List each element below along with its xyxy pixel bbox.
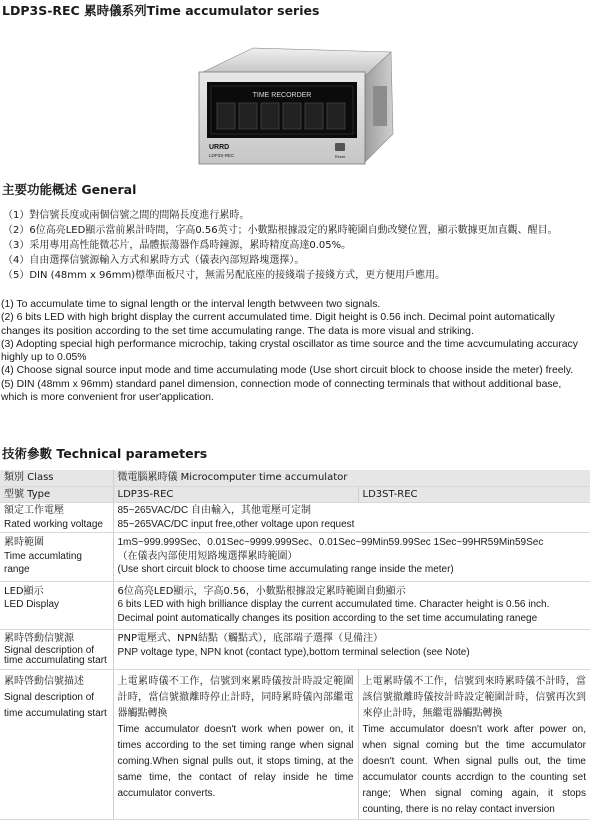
- led-zh: 6位高亮LED顯示，字高0.56，小數點根據設定累時範圍自動顯示: [117, 585, 406, 597]
- panel-label: TIME RECORDER: [252, 92, 312, 99]
- technical-heading: 技術參數 Technical parameters: [2, 446, 208, 461]
- range-note-en: (Use short circuit block to choose time accumulating range inside the meter): [117, 564, 454, 575]
- input-zh: PNP電壓式、NPN結點（觸點式），底部端子選擇（見備注）: [117, 633, 384, 644]
- range-value: 1mS~999.999Sec、0.01Sec~9999.999Sec、0.01Sec~99Min59.99Sec 1Sec~99HR59Min59Sec: [117, 537, 544, 548]
- start-a-zh: 上電累時儀不工作，信號到來累時儀按計時設定範圍計時，當信號撤離時停止計時，同時累時儀內部繼電器觸點轉換: [117, 675, 354, 719]
- start-b-en: Time accumulator doesn't work after power on, when signal coming but the time accumulator doesn't count. When signal pulls out, the time accumulator counts accrdign to the counting set range; When signal coming again, it stops counting, there is no relay contact inversion: [362, 723, 586, 815]
- voltage-zh: 85~265VAC/DC 自由輸入，其他電壓可定制: [117, 505, 311, 516]
- table-row: [0, 486, 590, 503]
- voltage-label-en: Rated working voltage: [4, 518, 103, 530]
- general-zh-list: [3, 208, 558, 283]
- list-item: （2）6位高亮LED顯示當前累計時間，字高0.56英寸；小數點根據設定的累時範圍自動改變位置，顯示數據更加直觀、醒目。: [3, 225, 558, 236]
- input-label-zh: 累時啓動信號源: [4, 633, 74, 644]
- list-item: （1）對信號長度或兩個信號之間的間隔長度進行累時。: [3, 210, 250, 221]
- reset-label: Reset: [334, 154, 346, 159]
- list-item: （4）自由選擇信號源輸入方式和累時方式（儀表內部短路塊選擇）。: [3, 255, 305, 266]
- list-item: (5) DIN (48mm x 96mm) standard panel dimension, connection mode of connecting terminals that without additional base, which is more convenient fror user'application.: [1, 378, 562, 404]
- type-label: 型號 Type: [0, 486, 113, 503]
- start-label-en: Signal description of time accumulating start: [4, 691, 107, 719]
- input-en: PNP voltage type, NPN knot (contact type),bottom terminal selection (see Note): [117, 646, 470, 658]
- led-label-zh: LED顯示: [4, 585, 44, 597]
- general-heading: 主要功能概述 General: [2, 182, 137, 197]
- model-label: LDP3S-REC: [209, 153, 235, 158]
- brand-logo: URRD: [209, 144, 230, 151]
- led-en: 6 bits LED with high brilliance display the current accumulated time. Character height is 0.56 inch. Decimal point automatically changes its position according to the set time accumulating ranege: [117, 599, 550, 624]
- range-label-en: Time accumlating range: [4, 550, 82, 575]
- table-row: [0, 581, 590, 630]
- list-item: (1) To accumulate time to signal length or the interval length betwveen two signals.: [1, 299, 381, 310]
- type-a: LDP3S-REC: [113, 486, 358, 503]
- start-a-en: Time accumulator doesn't work when power on, it times according to the set timing range when signal coming.When signal pulls out, it stops timing, at the same time, the contact of relay inside he time accumulator converts.: [117, 723, 354, 799]
- list-item: (2) 6 bits LED with high bright display the current accumulated time. Digit height is 0.56 inch. Decimal point automatically changes its position according to the set time accumulating range. The data is more visual and striking.: [1, 312, 555, 337]
- table-row: [0, 533, 590, 582]
- start-b-zh: 上電累時儀不工作，信號到來時累時儀不計時，當該信號撤離時儀按計時設定範圍計時，信號再次到來停止計時，無繼電器觸點轉換: [362, 675, 586, 719]
- table-row: [0, 669, 590, 819]
- class-value: 微電腦累時儀 Microcomputer time accumulator: [113, 470, 590, 486]
- class-label: 類別 Class: [0, 470, 113, 486]
- general-en-list: [1, 298, 588, 404]
- input-label-en: Signal description of time accumulating start: [4, 644, 107, 666]
- table-row: [0, 630, 590, 670]
- start-label-zh: 累時啓動信號描述: [4, 675, 84, 687]
- voltage-label-zh: 額定工作電壓: [4, 505, 64, 516]
- reset-button: [335, 143, 345, 151]
- list-item: (4) Choose signal source input mode and time accumulating mode (Use short circuit block to choose inside the meter) freely.: [1, 365, 574, 377]
- list-item: （5）DIN (48mm x 96mm)標準面板尺寸，無需另配底座的接綫端子接綫方式，更方便用戶應用。: [3, 270, 446, 281]
- table-row: [0, 503, 590, 533]
- time-accumulator-device-image: [197, 42, 397, 172]
- type-b: LD3ST-REC: [358, 486, 590, 503]
- list-item: (3) Adopting special high performance microchip, taking crystal oscillator as time source and the time acvcumulating accuracy highly up to 0.05%: [1, 338, 578, 364]
- led-label-en: LED Display: [4, 599, 60, 610]
- range-label-zh: 累時範圍: [4, 537, 44, 548]
- range-note-zh: （在儀表內部使用短路塊選擇累時範圍）: [117, 550, 298, 562]
- page-title: LDP3S-REC 累時儀系列Time accumulator series: [2, 3, 320, 18]
- table-row: [0, 470, 590, 486]
- technical-parameters-table: [0, 470, 590, 820]
- list-item: （3）采用專用高性能微芯片，晶體振蕩器作爲時鐘源，累時精度高達0.05%。: [3, 240, 352, 251]
- voltage-en: 85~265VAC/DC input free,other voltage upon request: [117, 518, 355, 530]
